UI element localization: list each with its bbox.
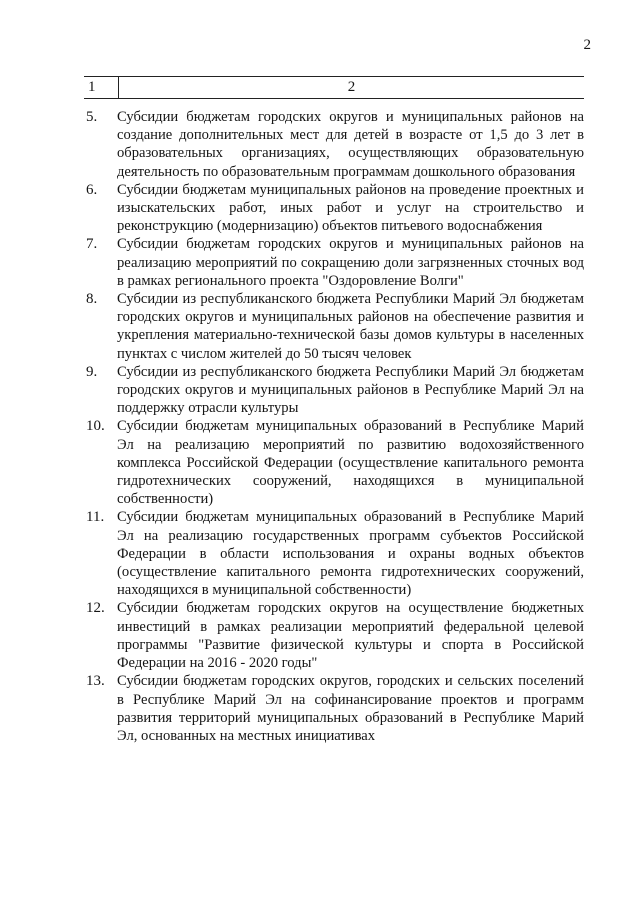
item-number: 11. <box>86 509 105 526</box>
list-item <box>84 290 584 363</box>
item-text: Субсидии бюджетам муниципальных образований в Республике Марий Эл на реализацию мероприятий по развитию водохозяйственного комплекса Российской Федерации (осуществление капитального ремонта гидротехнических сооружений, находящихся в муниципальной собственности) <box>117 418 584 508</box>
item-number: 7. <box>86 236 98 253</box>
item-number: 13. <box>86 673 105 690</box>
item-text: Субсидии бюджетам муниципальных образований в Республике Марий Эл на реализацию государственных программ субъектов Российской Федерации в области использования и охраны водных объектов (осуществление капитального ремонта гидротехнических сооружений, находящихся в муниципальной собственности) <box>117 509 584 599</box>
page-number: 2 <box>583 37 591 53</box>
list-item <box>84 181 584 236</box>
item-text: Субсидии бюджетам городских округов на осуществление бюджетных инвестиций в рамках реализации мероприятий федеральной целевой программы "Развитие физической культуры и спорта в Российской Федерации на 2016 - 2020 годы" <box>117 600 584 672</box>
table-header <box>84 76 584 99</box>
item-number: 8. <box>86 291 98 308</box>
item-text: Субсидии из республиканского бюджета Республики Марий Эл бюджетам городских округов и муниципальных районов в Республике Марий Эл на поддержку отрасли культуры <box>117 363 584 417</box>
list-item <box>84 508 584 599</box>
item-text: Субсидии бюджетам городских округов и муниципальных районов на создание дополнительных мест для детей в возрасте от 1,5 до 3 лет в образовательных организациях, осуществляющих образовательную деятельность по образовательным программам дошкольного образования <box>117 109 584 180</box>
list-item <box>84 363 584 418</box>
list-item <box>84 235 584 290</box>
table-header-col2: 2 <box>347 79 356 95</box>
item-text: Субсидии бюджетам муниципальных районов на проведение проектных и изыскательских работ, иных работ и услуг на строительство и реконструкцию (модернизацию) объектов питьевого водоснабжения <box>117 181 584 235</box>
item-number: 10. <box>86 418 105 435</box>
list-item <box>84 417 584 508</box>
item-text: Субсидии из республиканского бюджета Республики Марий Эл бюджетам городских округов и муниципальных районов на обеспечение развития и укрепления материально-технической базы домов культуры в населенных пунктах с числом жителей до 50 тысяч человек <box>117 291 584 362</box>
item-number: 9. <box>86 363 98 380</box>
subsidy-list <box>84 108 584 745</box>
list-item <box>84 599 584 672</box>
item-text: Субсидии бюджетам городских округов, городских и сельских поселений в Республике Марий Эл на софинансирование проектов и программ развития территорий муниципальных образований в Республике Марий Эл, основанных на местных инициативах <box>117 673 584 744</box>
list-item <box>84 672 584 745</box>
item-text: Субсидии бюджетам городских округов и муниципальных районов на реализацию мероприятий по сокращению доли загрязненных сточных вод в рамках регионального проекта "Оздоровление Волги" <box>117 236 584 289</box>
item-number: 5. <box>86 109 98 125</box>
item-number: 6. <box>86 181 98 198</box>
item-number: 12. <box>86 600 105 617</box>
list-item <box>84 108 584 181</box>
table-header-col1: 1 <box>84 77 119 98</box>
